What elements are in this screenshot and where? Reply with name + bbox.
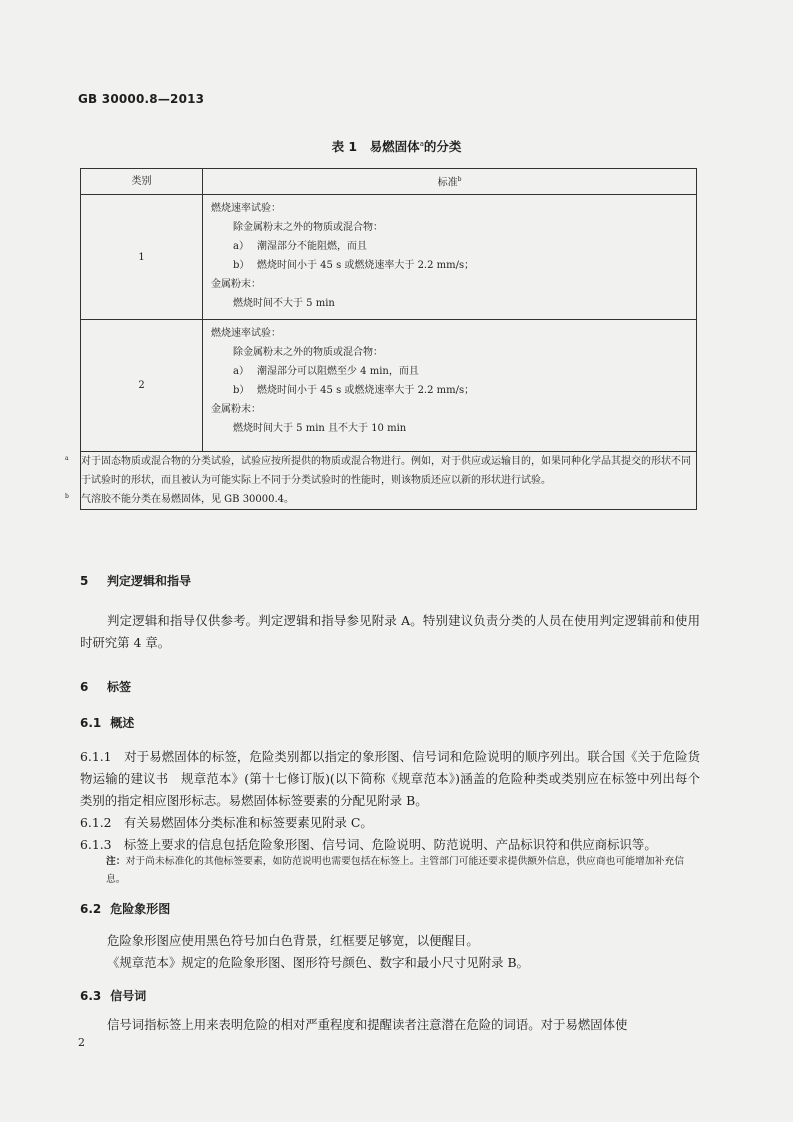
section-6-2-line-1: 危险象形图应使用黑色符号加白色背景，红框要足够宽，以便醒目。 xyxy=(107,933,479,948)
item-b-text: 燃烧时间小于 45 s 或燃烧速率大于 2.2 mm/s； xyxy=(257,385,475,396)
section-number: 6.3 xyxy=(80,989,102,1003)
footnote-a xyxy=(65,452,696,490)
criteria-cell xyxy=(203,195,697,320)
clause-6-1-1 xyxy=(80,746,700,812)
table-title xyxy=(0,137,793,155)
table-title-footnote-mark: a xyxy=(419,139,424,148)
clause-text: 标签上要求的信息包括危险象形图、信号词、危险说明、防范说明、产品标识符和供应商标识等。 xyxy=(123,837,657,852)
note-label: 注： xyxy=(106,856,126,867)
clause-text: 有关易燃固体分类标准和标签要素见附录 C。 xyxy=(123,815,373,830)
table-footnotes-row xyxy=(81,452,697,510)
item-a-text: 潮湿部分不能阻燃，而且 xyxy=(257,241,367,252)
header-criteria-label: 标准 xyxy=(437,177,458,189)
item-a-text: 潮湿部分可以阻燃至少 4 min，而且 xyxy=(257,366,419,377)
section-number: 6.1 xyxy=(80,716,102,730)
note-text: 对于尚未标准化的其他标签要素，如防范说明也需要包括在标签上。主管部门可能还要求提供额外信息，供应商也可能增加补充信息。 xyxy=(106,856,685,885)
item-b-mark: b） xyxy=(233,385,250,396)
section-6-3-body: 信号词指标签上用来表明危险的相对严重程度和提醒读者注意潜在危险的词语。对于易燃固体使 xyxy=(107,1017,628,1032)
section-title: 标签 xyxy=(107,680,132,694)
classification-table xyxy=(65,168,697,510)
table-footnotes xyxy=(65,452,697,510)
criteria-metal-text: 燃烧时间大于 5 min 且不大于 10 min xyxy=(233,423,407,434)
footnote-b-text: 气溶胶不能分类在易燃固体，见 GB 30000.4。 xyxy=(81,494,295,505)
clause-number: 6.1.3 xyxy=(80,837,112,852)
section-6-1-heading xyxy=(80,714,134,731)
header-criteria xyxy=(203,169,697,195)
section-title: 危险象形图 xyxy=(110,902,171,916)
criteria-metal-text: 燃烧时间不大于 5 min xyxy=(233,298,335,309)
header-criteria-footnote-mark: b xyxy=(457,176,462,184)
footnote-b xyxy=(65,490,696,509)
table-title-prefix: 表 1 易燃固体 xyxy=(331,139,420,154)
section-title: 信号词 xyxy=(110,989,147,1003)
criteria-non-metal: 除金属粉末之外的物质或混合物： xyxy=(233,347,383,358)
section-6-heading xyxy=(80,678,131,695)
footnote-a-text: 对于固态物质或混合物的分类试验，试验应按所提供的物质或混合物进行。例如，对于供应或运输目的，如果同种化学品其提交的形状不同于试验时的形状，而且被认为可能实际上不同于分类试验时的性能时，则该物质还应以新的形状进行试验。 xyxy=(81,456,691,486)
clause-number: 6.1.2 xyxy=(80,815,112,830)
table-header-row xyxy=(81,169,697,195)
section-5-heading xyxy=(80,572,191,589)
criteria-metal: 金属粉末： xyxy=(211,404,261,415)
criteria-item-a xyxy=(211,237,688,256)
category-cell: 1 xyxy=(81,195,203,320)
item-b-mark: b） xyxy=(233,260,250,271)
criteria-cell xyxy=(203,320,697,452)
criteria-metal: 金属粉末： xyxy=(211,279,261,290)
footnote-a-mark: a xyxy=(65,455,69,462)
section-title: 概述 xyxy=(110,716,135,730)
section-title: 判定逻辑和指导 xyxy=(107,574,192,588)
header-category: 类别 xyxy=(81,169,203,195)
section-6-3-heading xyxy=(80,987,146,1004)
standard-number-header: GB 30000.8—2013 xyxy=(78,92,205,106)
table-row xyxy=(81,195,697,320)
item-a-mark: a） xyxy=(233,241,249,252)
criteria-non-metal: 除金属粉末之外的物质或混合物： xyxy=(233,222,383,233)
criteria-item-a xyxy=(211,362,688,381)
page-number: 2 xyxy=(78,1036,85,1049)
category-cell: 2 xyxy=(81,320,203,452)
criteria-test: 燃烧速率试验： xyxy=(211,328,281,339)
item-a-mark: a） xyxy=(233,366,249,377)
clause-number: 6.1.1 xyxy=(80,749,112,764)
section-number: 6 xyxy=(80,680,89,694)
note-block xyxy=(106,853,700,889)
section-6-2-line-2: 《规章范本》规定的危险象形图、图形符号颜色、数字和最小尺寸见附录 B。 xyxy=(107,955,529,970)
item-b-text: 燃烧时间小于 45 s 或燃烧速率大于 2.2 mm/s； xyxy=(257,260,475,271)
criteria-item-b xyxy=(211,381,688,400)
section-6-2-heading xyxy=(80,900,170,917)
clause-text: 对于易燃固体的标签，危险类别都以指定的象形图、信号词和危险说明的顺序列出。联合国《关于危险货物运输的建议书 规章范本》(第十七修订版)(以下简称《规章范本》)涵盖的危险种类或类别应在标签中列出每个类别的指定相应图形标志。易燃固体标签要素的分配见附录 B。 xyxy=(80,749,701,808)
footnote-b-mark: b xyxy=(65,493,69,500)
table-title-suffix: 的分类 xyxy=(423,139,462,154)
criteria-test: 燃烧速率试验： xyxy=(211,203,281,214)
table-row xyxy=(81,320,697,452)
clause-6-1-2 xyxy=(80,812,700,834)
section-5-body: 判定逻辑和指导仅供参考。判定逻辑和指导参见附录 A。特别建议负责分类的人员在使用判定逻辑前和使用时研究第 4 章。 xyxy=(80,613,700,650)
section-number: 5 xyxy=(80,574,89,588)
section-number: 6.2 xyxy=(80,902,102,916)
criteria-item-b xyxy=(211,256,688,275)
